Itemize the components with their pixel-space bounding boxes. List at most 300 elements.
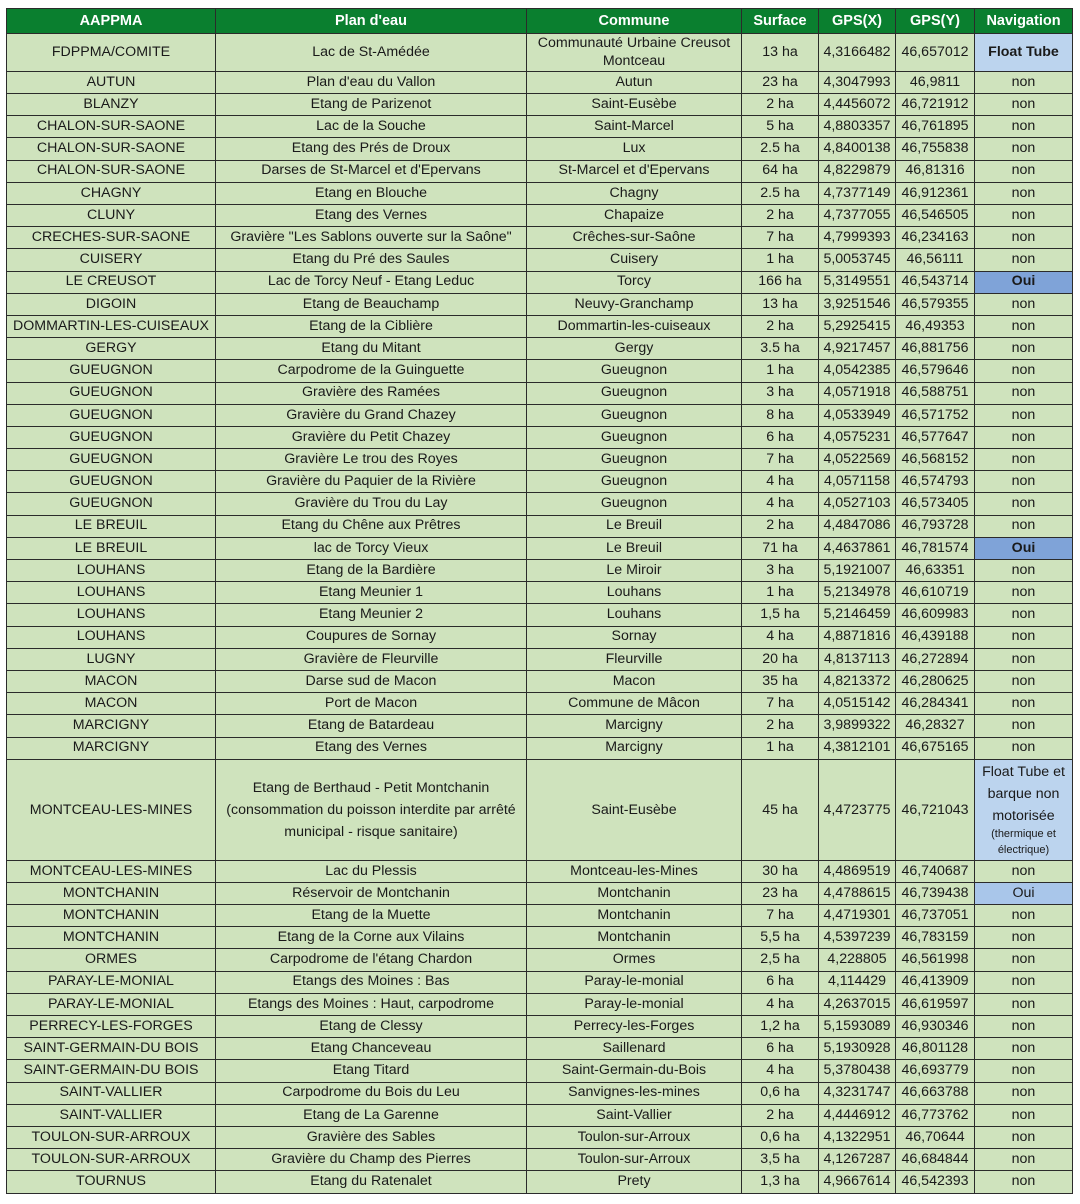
cell-surface: 2 ha bbox=[742, 94, 819, 116]
cell-aappma: AUTUN bbox=[7, 71, 216, 93]
cell-plan-d-eau: Etang Meunier 1 bbox=[216, 582, 527, 604]
cell-navigation: non bbox=[975, 971, 1073, 993]
cell-navigation: non bbox=[975, 737, 1073, 759]
cell-navigation: non bbox=[975, 293, 1073, 315]
cell-gps-y: 46,579646 bbox=[896, 360, 975, 382]
table-row bbox=[7, 360, 1073, 382]
cell-gps-x: 4,4719301 bbox=[819, 905, 896, 927]
table-row bbox=[7, 138, 1073, 160]
cell-surface: 6 ha bbox=[742, 1038, 819, 1060]
cell-commune: Lux bbox=[527, 138, 742, 160]
table-row bbox=[7, 426, 1073, 448]
cell-surface: 23 ha bbox=[742, 882, 819, 904]
cell-gps-x: 4,7999393 bbox=[819, 227, 896, 249]
cell-gps-y: 46,675165 bbox=[896, 737, 975, 759]
cell-plan-d-eau: Etangs des Moines : Haut, carpodrome bbox=[216, 993, 527, 1015]
cell-aappma: PARAY-LE-MONIAL bbox=[7, 993, 216, 1015]
cell-gps-x: 4,4637861 bbox=[819, 537, 896, 559]
cell-commune: Autun bbox=[527, 71, 742, 93]
cell-gps-y: 46,70644 bbox=[896, 1126, 975, 1148]
cell-plan-d-eau: Etang en Blouche bbox=[216, 182, 527, 204]
cell-gps-y: 46,930346 bbox=[896, 1016, 975, 1038]
table-row bbox=[7, 759, 1073, 860]
cell-navigation: non bbox=[975, 138, 1073, 160]
cell-aappma: MACON bbox=[7, 670, 216, 692]
table-row bbox=[7, 971, 1073, 993]
cell-aappma: DOMMARTIN-LES-CUISEAUX bbox=[7, 315, 216, 337]
cell-aappma: LE BREUIL bbox=[7, 537, 216, 559]
cell-gps-x: 4,0571158 bbox=[819, 471, 896, 493]
cell-commune: Gueugnon bbox=[527, 360, 742, 382]
cell-aappma: TOULON-SUR-ARROUX bbox=[7, 1149, 216, 1171]
cell-gps-y: 46,739438 bbox=[896, 882, 975, 904]
cell-aappma: GUEUGNON bbox=[7, 404, 216, 426]
cell-commune: Crêches-sur-Saône bbox=[527, 227, 742, 249]
cell-gps-y: 46,577647 bbox=[896, 426, 975, 448]
cell-gps-y: 46,783159 bbox=[896, 927, 975, 949]
fishing-waters-table bbox=[6, 8, 1073, 1194]
cell-navigation: non bbox=[975, 860, 1073, 882]
cell-surface: 5,5 ha bbox=[742, 927, 819, 949]
cell-plan-d-eau: Plan d'eau du Vallon bbox=[216, 71, 527, 93]
cell-commune: Chapaize bbox=[527, 205, 742, 227]
cell-gps-x: 5,0053745 bbox=[819, 249, 896, 271]
cell-gps-y: 46,737051 bbox=[896, 905, 975, 927]
cell-gps-y: 46,439188 bbox=[896, 626, 975, 648]
cell-gps-y: 46,56111 bbox=[896, 249, 975, 271]
cell-navigation: non bbox=[975, 927, 1073, 949]
cell-gps-x: 4,3812101 bbox=[819, 737, 896, 759]
cell-plan-d-eau: Gravière des Ramées bbox=[216, 382, 527, 404]
cell-plan-d-eau: Carpodrome de la Guinguette bbox=[216, 360, 527, 382]
cell-plan-d-eau: Gravière Le trou des Royes bbox=[216, 449, 527, 471]
cell-gps-y: 46,574793 bbox=[896, 471, 975, 493]
cell-plan-d-eau: Etang de la Corne aux Vilains bbox=[216, 927, 527, 949]
cell-commune: Gueugnon bbox=[527, 426, 742, 448]
cell-gps-x: 4,8229879 bbox=[819, 160, 896, 182]
cell-commune: Saint-Vallier bbox=[527, 1104, 742, 1126]
cell-aappma: LOUHANS bbox=[7, 582, 216, 604]
cell-commune: Le Breuil bbox=[527, 515, 742, 537]
cell-surface: 3.5 ha bbox=[742, 338, 819, 360]
cell-navigation: non bbox=[975, 382, 1073, 404]
cell-aappma: LOUHANS bbox=[7, 560, 216, 582]
table-row bbox=[7, 1038, 1073, 1060]
table-row bbox=[7, 882, 1073, 904]
cell-plan-d-eau: Réservoir de Montchanin bbox=[216, 882, 527, 904]
cell-navigation: non bbox=[975, 670, 1073, 692]
table-row bbox=[7, 94, 1073, 116]
cell-navigation: non bbox=[975, 449, 1073, 471]
cell-gps-x: 5,1930928 bbox=[819, 1038, 896, 1060]
cell-commune: St-Marcel et d'Epervans bbox=[527, 160, 742, 182]
cell-gps-y: 46,573405 bbox=[896, 493, 975, 515]
cell-navigation: non bbox=[975, 471, 1073, 493]
cell-gps-y: 46,773762 bbox=[896, 1104, 975, 1126]
cell-aappma: MONTCEAU-LES-MINES bbox=[7, 860, 216, 882]
table-row bbox=[7, 560, 1073, 582]
cell-gps-x: 5,2134978 bbox=[819, 582, 896, 604]
cell-commune: Gueugnon bbox=[527, 404, 742, 426]
table-row bbox=[7, 860, 1073, 882]
table-row bbox=[7, 905, 1073, 927]
header-gps-x: GPS(X) bbox=[819, 9, 896, 34]
cell-surface: 35 ha bbox=[742, 670, 819, 692]
header-navigation: Navigation bbox=[975, 9, 1073, 34]
cell-gps-x: 4,0527103 bbox=[819, 493, 896, 515]
cell-surface: 3,5 ha bbox=[742, 1149, 819, 1171]
table-row bbox=[7, 993, 1073, 1015]
cell-commune: Saint-Eusèbe bbox=[527, 759, 742, 860]
table-row bbox=[7, 537, 1073, 559]
cell-plan-d-eau: Gravière de Fleurville bbox=[216, 648, 527, 670]
cell-gps-x: 4,7377149 bbox=[819, 182, 896, 204]
cell-gps-x: 4,8213372 bbox=[819, 670, 896, 692]
header-surface: Surface bbox=[742, 9, 819, 34]
cell-plan-d-eau: Gravière du Paquier de la Rivière bbox=[216, 471, 527, 493]
cell-commune: Perrecy-les-Forges bbox=[527, 1016, 742, 1038]
table-row bbox=[7, 71, 1073, 93]
cell-gps-y: 46,619597 bbox=[896, 993, 975, 1015]
table-row bbox=[7, 160, 1073, 182]
cell-commune: Saint-Marcel bbox=[527, 116, 742, 138]
cell-gps-y: 46,542393 bbox=[896, 1171, 975, 1193]
cell-gps-x: 4,0575231 bbox=[819, 426, 896, 448]
cell-aappma: SAINT-GERMAIN-DU BOIS bbox=[7, 1038, 216, 1060]
cell-gps-y: 46,781574 bbox=[896, 537, 975, 559]
cell-gps-y: 46,721912 bbox=[896, 94, 975, 116]
cell-plan-d-eau: Etang du Pré des Saules bbox=[216, 249, 527, 271]
cell-gps-y: 46,234163 bbox=[896, 227, 975, 249]
cell-commune: Marcigny bbox=[527, 715, 742, 737]
cell-navigation: Oui bbox=[975, 537, 1073, 559]
cell-surface: 7 ha bbox=[742, 449, 819, 471]
cell-gps-x: 4,5397239 bbox=[819, 927, 896, 949]
cell-gps-x: 5,1593089 bbox=[819, 1016, 896, 1038]
cell-gps-y: 46,28327 bbox=[896, 715, 975, 737]
cell-gps-x: 4,9667614 bbox=[819, 1171, 896, 1193]
cell-plan-d-eau: Etang de La Garenne bbox=[216, 1104, 527, 1126]
cell-navigation: non bbox=[975, 515, 1073, 537]
cell-navigation: non bbox=[975, 715, 1073, 737]
cell-gps-y: 46,793728 bbox=[896, 515, 975, 537]
cell-surface: 13 ha bbox=[742, 34, 819, 72]
cell-navigation: Float Tube bbox=[975, 34, 1073, 72]
cell-plan-d-eau: Gravière du Trou du Lay bbox=[216, 493, 527, 515]
cell-gps-y: 46,546505 bbox=[896, 205, 975, 227]
header-gps-y: GPS(Y) bbox=[896, 9, 975, 34]
cell-surface: 166 ha bbox=[742, 271, 819, 293]
cell-aappma: CHALON-SUR-SAONE bbox=[7, 116, 216, 138]
cell-commune: Sornay bbox=[527, 626, 742, 648]
cell-navigation: non bbox=[975, 338, 1073, 360]
cell-plan-d-eau: Etang de Clessy bbox=[216, 1016, 527, 1038]
cell-commune: Commune de Mâcon bbox=[527, 693, 742, 715]
cell-surface: 1 ha bbox=[742, 582, 819, 604]
cell-navigation: non bbox=[975, 360, 1073, 382]
cell-gps-y: 46,610719 bbox=[896, 582, 975, 604]
table-row bbox=[7, 582, 1073, 604]
table-row bbox=[7, 515, 1073, 537]
cell-plan-d-eau: Etang de Beauchamp bbox=[216, 293, 527, 315]
cell-gps-y: 46,561998 bbox=[896, 949, 975, 971]
navigation-text: Float Tube et barque non motorisée bbox=[982, 763, 1065, 824]
cell-navigation: non bbox=[975, 1104, 1073, 1126]
table-row bbox=[7, 648, 1073, 670]
cell-surface: 3 ha bbox=[742, 382, 819, 404]
cell-aappma: SAINT-VALLIER bbox=[7, 1104, 216, 1126]
cell-plan-d-eau: Etang du Mitant bbox=[216, 338, 527, 360]
table-row bbox=[7, 1126, 1073, 1148]
cell-navigation: non bbox=[975, 648, 1073, 670]
cell-commune: Gueugnon bbox=[527, 382, 742, 404]
table-row bbox=[7, 271, 1073, 293]
cell-commune: Paray-le-monial bbox=[527, 971, 742, 993]
cell-aappma: MONTCEAU-LES-MINES bbox=[7, 759, 216, 860]
cell-aappma: LE BREUIL bbox=[7, 515, 216, 537]
table-row bbox=[7, 949, 1073, 971]
cell-gps-x: 4,4446912 bbox=[819, 1104, 896, 1126]
cell-aappma: GUEUGNON bbox=[7, 449, 216, 471]
cell-aappma: MONTCHANIN bbox=[7, 905, 216, 927]
cell-surface: 64 ha bbox=[742, 160, 819, 182]
cell-commune: Montceau-les-Mines bbox=[527, 860, 742, 882]
cell-plan-d-eau: Lac de la Souche bbox=[216, 116, 527, 138]
cell-plan-d-eau: Gravière du Grand Chazey bbox=[216, 404, 527, 426]
cell-navigation: non bbox=[975, 1038, 1073, 1060]
cell-commune: Communauté Urbaine Creusot Montceau bbox=[527, 34, 742, 72]
cell-plan-d-eau: Lac du Plessis bbox=[216, 860, 527, 882]
cell-gps-x: 4,0542385 bbox=[819, 360, 896, 382]
table-row bbox=[7, 205, 1073, 227]
cell-gps-y: 46,740687 bbox=[896, 860, 975, 882]
cell-navigation: non bbox=[975, 71, 1073, 93]
table-row bbox=[7, 471, 1073, 493]
cell-aappma: BLANZY bbox=[7, 94, 216, 116]
cell-navigation: non bbox=[975, 426, 1073, 448]
cell-navigation: non bbox=[975, 604, 1073, 626]
cell-plan-d-eau: Lac de Torcy Neuf - Etang Leduc bbox=[216, 271, 527, 293]
table-row bbox=[7, 338, 1073, 360]
cell-surface: 8 ha bbox=[742, 404, 819, 426]
cell-plan-d-eau: Etang du Ratenalet bbox=[216, 1171, 527, 1193]
cell-aappma: LUGNY bbox=[7, 648, 216, 670]
cell-aappma: GUEUGNON bbox=[7, 471, 216, 493]
cell-aappma: MONTCHANIN bbox=[7, 882, 216, 904]
cell-aappma: SAINT-GERMAIN-DU BOIS bbox=[7, 1060, 216, 1082]
cell-gps-y: 46,755838 bbox=[896, 138, 975, 160]
cell-aappma: MACON bbox=[7, 693, 216, 715]
cell-surface: 4 ha bbox=[742, 1060, 819, 1082]
cell-gps-y: 46,9811 bbox=[896, 71, 975, 93]
cell-navigation: non bbox=[975, 560, 1073, 582]
cell-aappma: PERRECY-LES-FORGES bbox=[7, 1016, 216, 1038]
cell-gps-x: 4,0571918 bbox=[819, 382, 896, 404]
table-row bbox=[7, 670, 1073, 692]
cell-commune: Ormes bbox=[527, 949, 742, 971]
cell-commune: Saint-Eusèbe bbox=[527, 94, 742, 116]
cell-commune: Paray-le-monial bbox=[527, 993, 742, 1015]
table-row bbox=[7, 1082, 1073, 1104]
cell-surface: 5 ha bbox=[742, 116, 819, 138]
cell-surface: 2.5 ha bbox=[742, 138, 819, 160]
cell-commune: Prety bbox=[527, 1171, 742, 1193]
cell-aappma: SAINT-VALLIER bbox=[7, 1082, 216, 1104]
cell-gps-x: 4,8400138 bbox=[819, 138, 896, 160]
cell-aappma: CHALON-SUR-SAONE bbox=[7, 138, 216, 160]
cell-commune: Neuvy-Granchamp bbox=[527, 293, 742, 315]
table-row bbox=[7, 293, 1073, 315]
cell-surface: 4 ha bbox=[742, 626, 819, 648]
cell-surface: 30 ha bbox=[742, 860, 819, 882]
cell-gps-x: 4,2637015 bbox=[819, 993, 896, 1015]
cell-plan-d-eau: Lac de St-Amédée bbox=[216, 34, 527, 72]
cell-gps-y: 46,693779 bbox=[896, 1060, 975, 1082]
cell-aappma: GUEUGNON bbox=[7, 426, 216, 448]
cell-navigation: non bbox=[975, 182, 1073, 204]
cell-navigation: non bbox=[975, 1149, 1073, 1171]
cell-navigation: non bbox=[975, 1016, 1073, 1038]
cell-plan-d-eau: Etang de Batardeau bbox=[216, 715, 527, 737]
cell-navigation: non bbox=[975, 249, 1073, 271]
cell-plan-d-eau: Etang Meunier 2 bbox=[216, 604, 527, 626]
table-row bbox=[7, 1104, 1073, 1126]
cell-aappma: LE CREUSOT bbox=[7, 271, 216, 293]
table-row bbox=[7, 249, 1073, 271]
cell-plan-d-eau: lac de Torcy Vieux bbox=[216, 537, 527, 559]
cell-gps-x: 4,228805 bbox=[819, 949, 896, 971]
cell-plan-d-eau: Carpodrome du Bois du Leu bbox=[216, 1082, 527, 1104]
cell-navigation: non bbox=[975, 1082, 1073, 1104]
table-row bbox=[7, 1171, 1073, 1193]
cell-commune: Macon bbox=[527, 670, 742, 692]
cell-commune: Sanvignes-les-mines bbox=[527, 1082, 742, 1104]
table-row bbox=[7, 382, 1073, 404]
cell-surface: 4 ha bbox=[742, 493, 819, 515]
cell-gps-x: 4,9217457 bbox=[819, 338, 896, 360]
cell-surface: 4 ha bbox=[742, 471, 819, 493]
cell-navigation: non bbox=[975, 94, 1073, 116]
cell-surface: 2 ha bbox=[742, 515, 819, 537]
cell-navigation bbox=[975, 759, 1073, 860]
cell-commune: Toulon-sur-Arroux bbox=[527, 1126, 742, 1148]
cell-plan-d-eau: Etang de la Ciblière bbox=[216, 315, 527, 337]
cell-gps-x: 4,1322951 bbox=[819, 1126, 896, 1148]
cell-plan-d-eau: Etang de Parizenot bbox=[216, 94, 527, 116]
cell-commune: Cuisery bbox=[527, 249, 742, 271]
cell-surface: 4 ha bbox=[742, 993, 819, 1015]
cell-surface: 6 ha bbox=[742, 426, 819, 448]
cell-plan-d-eau: Carpodrome de l'étang Chardon bbox=[216, 949, 527, 971]
cell-navigation: non bbox=[975, 1171, 1073, 1193]
cell-navigation: non bbox=[975, 227, 1073, 249]
cell-plan-d-eau: Etang de la Muette bbox=[216, 905, 527, 927]
cell-gps-x: 4,1267287 bbox=[819, 1149, 896, 1171]
table-row bbox=[7, 693, 1073, 715]
header-plan-d-eau: Plan d'eau bbox=[216, 9, 527, 34]
cell-aappma: GERGY bbox=[7, 338, 216, 360]
cell-gps-y: 46,761895 bbox=[896, 116, 975, 138]
cell-navigation: non bbox=[975, 160, 1073, 182]
cell-commune: Gergy bbox=[527, 338, 742, 360]
table-row bbox=[7, 626, 1073, 648]
cell-commune: Marcigny bbox=[527, 737, 742, 759]
cell-gps-y: 46,801128 bbox=[896, 1038, 975, 1060]
cell-gps-x: 4,7377055 bbox=[819, 205, 896, 227]
table-row bbox=[7, 1060, 1073, 1082]
cell-commune: Le Miroir bbox=[527, 560, 742, 582]
cell-gps-x: 5,3149551 bbox=[819, 271, 896, 293]
navigation-note: (thermique et électrique) bbox=[991, 827, 1056, 856]
cell-surface: 71 ha bbox=[742, 537, 819, 559]
cell-commune: Dommartin-les-cuiseaux bbox=[527, 315, 742, 337]
cell-plan-d-eau: Etang Titard bbox=[216, 1060, 527, 1082]
cell-gps-y: 46,912361 bbox=[896, 182, 975, 204]
cell-aappma: MARCIGNY bbox=[7, 737, 216, 759]
cell-gps-y: 46,657012 bbox=[896, 34, 975, 72]
cell-gps-x: 5,2925415 bbox=[819, 315, 896, 337]
cell-gps-x: 4,0522569 bbox=[819, 449, 896, 471]
cell-surface: 7 ha bbox=[742, 693, 819, 715]
header-aappma: AAPPMA bbox=[7, 9, 216, 34]
cell-aappma: GUEUGNON bbox=[7, 360, 216, 382]
cell-aappma: FDPPMA/COMITE bbox=[7, 34, 216, 72]
cell-surface: 1 ha bbox=[742, 737, 819, 759]
cell-navigation: non bbox=[975, 205, 1073, 227]
cell-navigation: non bbox=[975, 1126, 1073, 1148]
cell-gps-y: 46,721043 bbox=[896, 759, 975, 860]
table-row bbox=[7, 116, 1073, 138]
cell-gps-x: 5,3780438 bbox=[819, 1060, 896, 1082]
cell-plan-d-eau: Gravière des Sables bbox=[216, 1126, 527, 1148]
cell-surface: 2,5 ha bbox=[742, 949, 819, 971]
cell-surface: 0,6 ha bbox=[742, 1082, 819, 1104]
cell-gps-y: 46,413909 bbox=[896, 971, 975, 993]
cell-gps-x: 4,3231747 bbox=[819, 1082, 896, 1104]
cell-gps-x: 4,0533949 bbox=[819, 404, 896, 426]
cell-plan-d-eau: Etang de la Bardière bbox=[216, 560, 527, 582]
cell-gps-y: 46,684844 bbox=[896, 1149, 975, 1171]
cell-gps-x: 5,1921007 bbox=[819, 560, 896, 582]
cell-plan-d-eau: Coupures de Sornay bbox=[216, 626, 527, 648]
cell-gps-y: 46,588751 bbox=[896, 382, 975, 404]
table-row bbox=[7, 34, 1073, 72]
cell-plan-d-eau: Etang des Vernes bbox=[216, 205, 527, 227]
cell-navigation: Oui bbox=[975, 271, 1073, 293]
cell-aappma: LOUHANS bbox=[7, 604, 216, 626]
cell-gps-y: 46,63351 bbox=[896, 560, 975, 582]
cell-aappma: CLUNY bbox=[7, 205, 216, 227]
cell-surface: 45 ha bbox=[742, 759, 819, 860]
cell-aappma: LOUHANS bbox=[7, 626, 216, 648]
cell-gps-y: 46,568152 bbox=[896, 449, 975, 471]
cell-plan-d-eau: Gravière du Champ des Pierres bbox=[216, 1149, 527, 1171]
cell-plan-d-eau: Gravière du Petit Chazey bbox=[216, 426, 527, 448]
cell-commune: Gueugnon bbox=[527, 471, 742, 493]
cell-commune: Saillenard bbox=[527, 1038, 742, 1060]
table-row bbox=[7, 493, 1073, 515]
cell-commune: Gueugnon bbox=[527, 449, 742, 471]
table-body bbox=[7, 34, 1073, 1194]
cell-commune: Chagny bbox=[527, 182, 742, 204]
cell-gps-x: 4,0515142 bbox=[819, 693, 896, 715]
cell-gps-y: 46,284341 bbox=[896, 693, 975, 715]
cell-plan-d-eau: Gravière "Les Sablons ouverte sur la Saône" bbox=[216, 227, 527, 249]
cell-surface: 1 ha bbox=[742, 249, 819, 271]
cell-gps-x: 4,3166482 bbox=[819, 34, 896, 72]
cell-surface: 2 ha bbox=[742, 205, 819, 227]
cell-aappma: CRECHES-SUR-SAONE bbox=[7, 227, 216, 249]
